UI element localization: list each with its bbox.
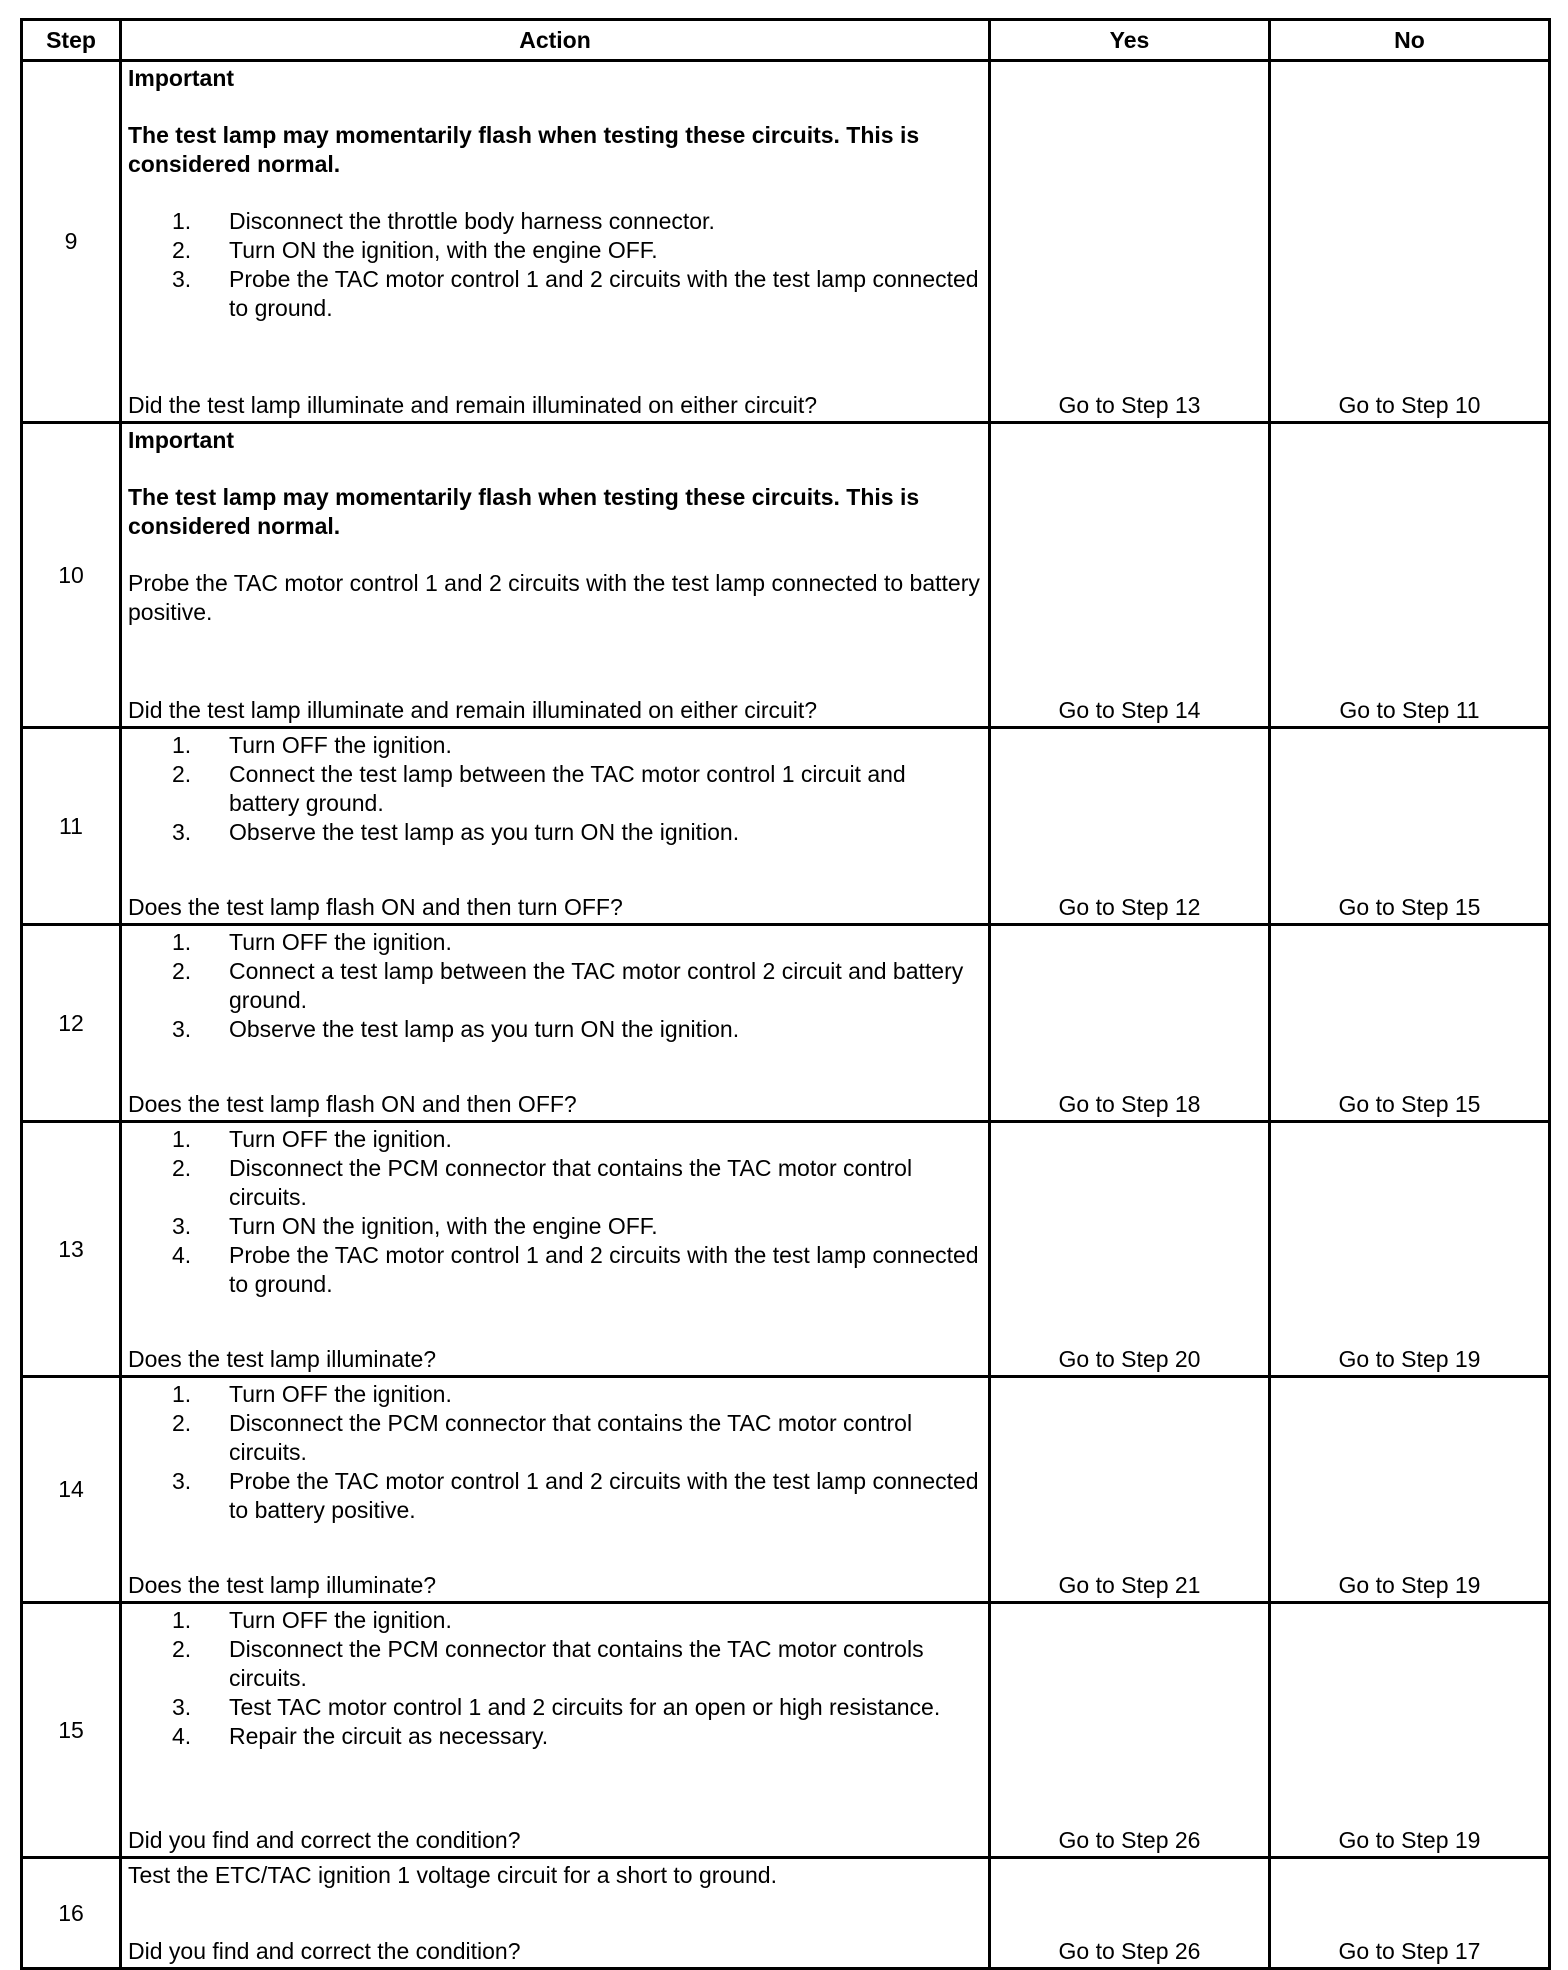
no-cell: Go to Step 10	[1270, 61, 1550, 423]
action-cell	[121, 1377, 990, 1603]
step-number: 11	[22, 728, 121, 925]
step-list	[128, 1125, 982, 1299]
list-item: 1. Turn OFF the ignition.	[172, 1381, 452, 1407]
yes-cell: Go to Step 20	[990, 1122, 1270, 1377]
table-row-step-12	[22, 925, 1550, 1122]
list-item: 3. Test TAC motor control 1 and 2 circuits for an open or high resistance.	[172, 1694, 941, 1720]
step-list	[128, 207, 982, 323]
question-text: Did the test lamp illuminate and remain illuminated on either circuit?	[128, 697, 818, 723]
action-cell	[121, 1122, 990, 1377]
action-cell	[121, 1603, 990, 1858]
list-item: 1. Turn OFF the ignition.	[172, 1607, 452, 1633]
step-list	[128, 928, 982, 1044]
header-row	[22, 20, 1550, 61]
step-list	[128, 1380, 982, 1525]
action-cell	[121, 1858, 990, 1969]
list-item: 2. Turn ON the ignition, with the engine OFF.	[172, 237, 658, 263]
no-cell: Go to Step 15	[1270, 925, 1550, 1122]
step-list	[128, 1606, 982, 1751]
action-cell	[121, 423, 990, 728]
yes-cell: Go to Step 18	[990, 925, 1270, 1122]
list-item: 2. Disconnect the PCM connector that contains the TAC motor control circuits.	[172, 1155, 913, 1210]
question-text: Does the test lamp flash ON and then turn OFF?	[128, 894, 623, 920]
yes-cell: Go to Step 26	[990, 1858, 1270, 1969]
action-paragraph: Test the ETC/TAC ignition 1 voltage circuit for a short to ground.	[128, 1862, 777, 1888]
table-row-step-15	[22, 1603, 1550, 1858]
no-cell: Go to Step 17	[1270, 1858, 1550, 1969]
yes-cell: Go to Step 12	[990, 728, 1270, 925]
question-text: Does the test lamp illuminate?	[128, 1572, 437, 1598]
header-no: No	[1270, 20, 1550, 61]
no-cell: Go to Step 19	[1270, 1122, 1550, 1377]
step-number: 12	[22, 925, 121, 1122]
list-item: 2. Connect a test lamp between the TAC motor control 2 circuit and battery ground.	[172, 958, 964, 1013]
yes-cell: Go to Step 26	[990, 1603, 1270, 1858]
no-cell: Go to Step 15	[1270, 728, 1550, 925]
header-step: Step	[22, 20, 121, 61]
step-number: 10	[22, 423, 121, 728]
list-item: 3. Probe the TAC motor control 1 and 2 circuits with the test lamp connected to ground.	[172, 266, 979, 321]
question-text: Does the test lamp illuminate?	[128, 1346, 437, 1372]
list-item: 1. Turn OFF the ignition.	[172, 1126, 452, 1152]
step-number: 13	[22, 1122, 121, 1377]
table-row-step-11	[22, 728, 1550, 925]
important-label: Important	[128, 65, 235, 91]
no-cell: Go to Step 11	[1270, 423, 1550, 728]
important-label: Important	[128, 427, 235, 453]
action-cell	[121, 728, 990, 925]
table-row-step-14	[22, 1377, 1550, 1603]
list-item: 3. Turn ON the ignition, with the engine OFF.	[172, 1213, 658, 1239]
list-item: 1. Turn OFF the ignition.	[172, 929, 452, 955]
list-item: 3. Observe the test lamp as you turn ON the ignition.	[172, 819, 740, 845]
step-list	[128, 731, 982, 847]
yes-cell: Go to Step 14	[990, 423, 1270, 728]
action-cell	[121, 925, 990, 1122]
step-number: 16	[22, 1858, 121, 1969]
question-text: Does the test lamp flash ON and then OFF?	[128, 1091, 577, 1117]
question-text: Did you find and correct the condition?	[128, 1827, 521, 1853]
header-yes: Yes	[990, 20, 1270, 61]
list-item: 2. Connect the test lamp between the TAC motor control 1 circuit and battery ground.	[172, 761, 906, 816]
list-item: 4. Probe the TAC motor control 1 and 2 circuits with the test lamp connected to ground.	[172, 1242, 979, 1297]
table-row-step-9	[22, 61, 1550, 423]
list-item: 3. Probe the TAC motor control 1 and 2 circuits with the test lamp connected to battery positive.	[172, 1468, 979, 1523]
step-number: 9	[22, 61, 121, 423]
list-item: 3. Observe the test lamp as you turn ON the ignition.	[172, 1016, 740, 1042]
diagnostic-table	[20, 18, 1551, 1970]
question-text: Did you find and correct the condition?	[128, 1938, 521, 1964]
table-row-step-10	[22, 423, 1550, 728]
table-row-step-13	[22, 1122, 1550, 1377]
table-row-step-16	[22, 1858, 1550, 1969]
yes-cell: Go to Step 13	[990, 61, 1270, 423]
yes-cell: Go to Step 21	[990, 1377, 1270, 1603]
list-item: 2. Disconnect the PCM connector that contains the TAC motor control circuits.	[172, 1410, 913, 1465]
no-cell: Go to Step 19	[1270, 1377, 1550, 1603]
list-item: 1. Disconnect the throttle body harness connector.	[172, 208, 715, 234]
question-text: Did the test lamp illuminate and remain illuminated on either circuit?	[128, 392, 818, 418]
list-item: 2. Disconnect the PCM connector that contains the TAC motor controls circuits.	[172, 1636, 924, 1691]
list-item: 4. Repair the circuit as necessary.	[172, 1723, 549, 1749]
action-paragraph: Probe the TAC motor control 1 and 2 circuits with the test lamp connected to battery positive.	[128, 570, 980, 625]
no-cell: Go to Step 19	[1270, 1603, 1550, 1858]
important-text: The test lamp may momentarily flash when testing these circuits. This is considered normal.	[128, 122, 920, 177]
important-text: The test lamp may momentarily flash when testing these circuits. This is considered normal.	[128, 484, 920, 539]
header-action: Action	[121, 20, 990, 61]
action-cell	[121, 61, 990, 423]
step-number: 14	[22, 1377, 121, 1603]
list-item: 1. Turn OFF the ignition.	[172, 732, 452, 758]
step-number: 15	[22, 1603, 121, 1858]
